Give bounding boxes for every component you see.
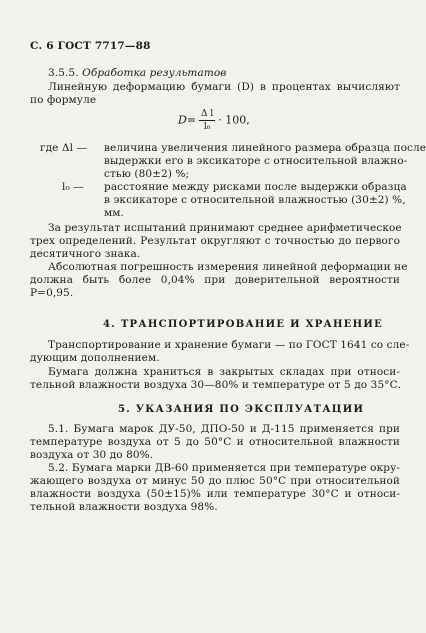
- definition-symbol-l0: l₀ —: [62, 181, 84, 193]
- text-line: дующим дополнением.: [30, 352, 160, 364]
- formula-numerator: Δ l: [201, 109, 214, 119]
- definition-line: величина увеличения линейного размера образца после: [104, 142, 426, 154]
- text-line: десятичного знака.: [30, 248, 141, 260]
- text-line: влажности воздуха (50±15)% или температуре 30°С и относи-: [30, 488, 400, 500]
- definition-line: стью (80±2) %;: [104, 168, 190, 180]
- text-line: Бумага должна храниться в закрытых складах при относи-: [48, 366, 400, 378]
- section-heading-4: 4. ТРАНСПОРТИРОВАНИЕ И ХРАНЕНИЕ: [103, 319, 384, 330]
- section-heading-5: 5. УКАЗАНИЯ ПО ЭКСПЛУАТАЦИИ: [118, 404, 365, 415]
- text-line: За результат испытаний принимают среднее арифметическое: [48, 222, 402, 234]
- section-heading-355: [48, 67, 227, 80]
- section-number: 3.5.5.: [48, 67, 79, 79]
- formula: [178, 108, 250, 133]
- text-line: трех определений. Результат округляют с точностью до первого: [30, 235, 400, 247]
- page-header: С. 6 ГОСТ 7717—88: [30, 40, 151, 52]
- text-line: тельной влажности воздуха 30—80% и температуре от 5 до 35°С.: [30, 379, 402, 391]
- text-line: воздуха от 30 до 80%.: [30, 449, 154, 461]
- text-line: тельной влажности воздуха 98%.: [30, 501, 218, 513]
- text-line: Транспортирование и хранение бумаги — по ГОСТ 1641 со сле-: [48, 339, 410, 351]
- definition-line: мм.: [104, 207, 124, 219]
- text-line: 5.1. Бумага марок ДУ-50, ДПО-50 и Д-115 применяется при: [48, 423, 400, 435]
- formula-rhs: · 100,: [218, 113, 250, 127]
- definition-line: расстояние между рисками после выдержки образца: [104, 181, 407, 193]
- text-line: по формуле: [30, 94, 97, 106]
- formula-denominator: l₀: [203, 122, 211, 132]
- section-title: Обработка результатов: [82, 67, 227, 79]
- definition-symbol-delta: где Δl —: [40, 142, 88, 154]
- text-line: температуре воздуха от 5 до 50°С и относительной влажности: [30, 436, 400, 448]
- formula-fraction: [199, 108, 215, 133]
- text-line: жающего воздуха от минус 50 до плюс 50°С при относительной: [30, 475, 400, 487]
- text-line: 5.2. Бумага марки ДВ-60 применяется при температуре окру-: [48, 462, 400, 474]
- text-line: должна быть более 0,04% при доверительной вероятности: [30, 274, 400, 286]
- definition-line: выдержки его в эксикаторе с относительной влажно-: [104, 155, 408, 167]
- formula-lhs: D=: [178, 113, 197, 127]
- text-line: P=0,95.: [30, 287, 74, 299]
- text-line: Абсолютная погрешность измерения линейной деформации не: [48, 261, 408, 273]
- definition-line: в эксикаторе с относительной влажностью (30±2) %,: [104, 194, 406, 206]
- text-line: Линейную деформацию бумаги (D) в процентах вычисляют: [48, 81, 400, 93]
